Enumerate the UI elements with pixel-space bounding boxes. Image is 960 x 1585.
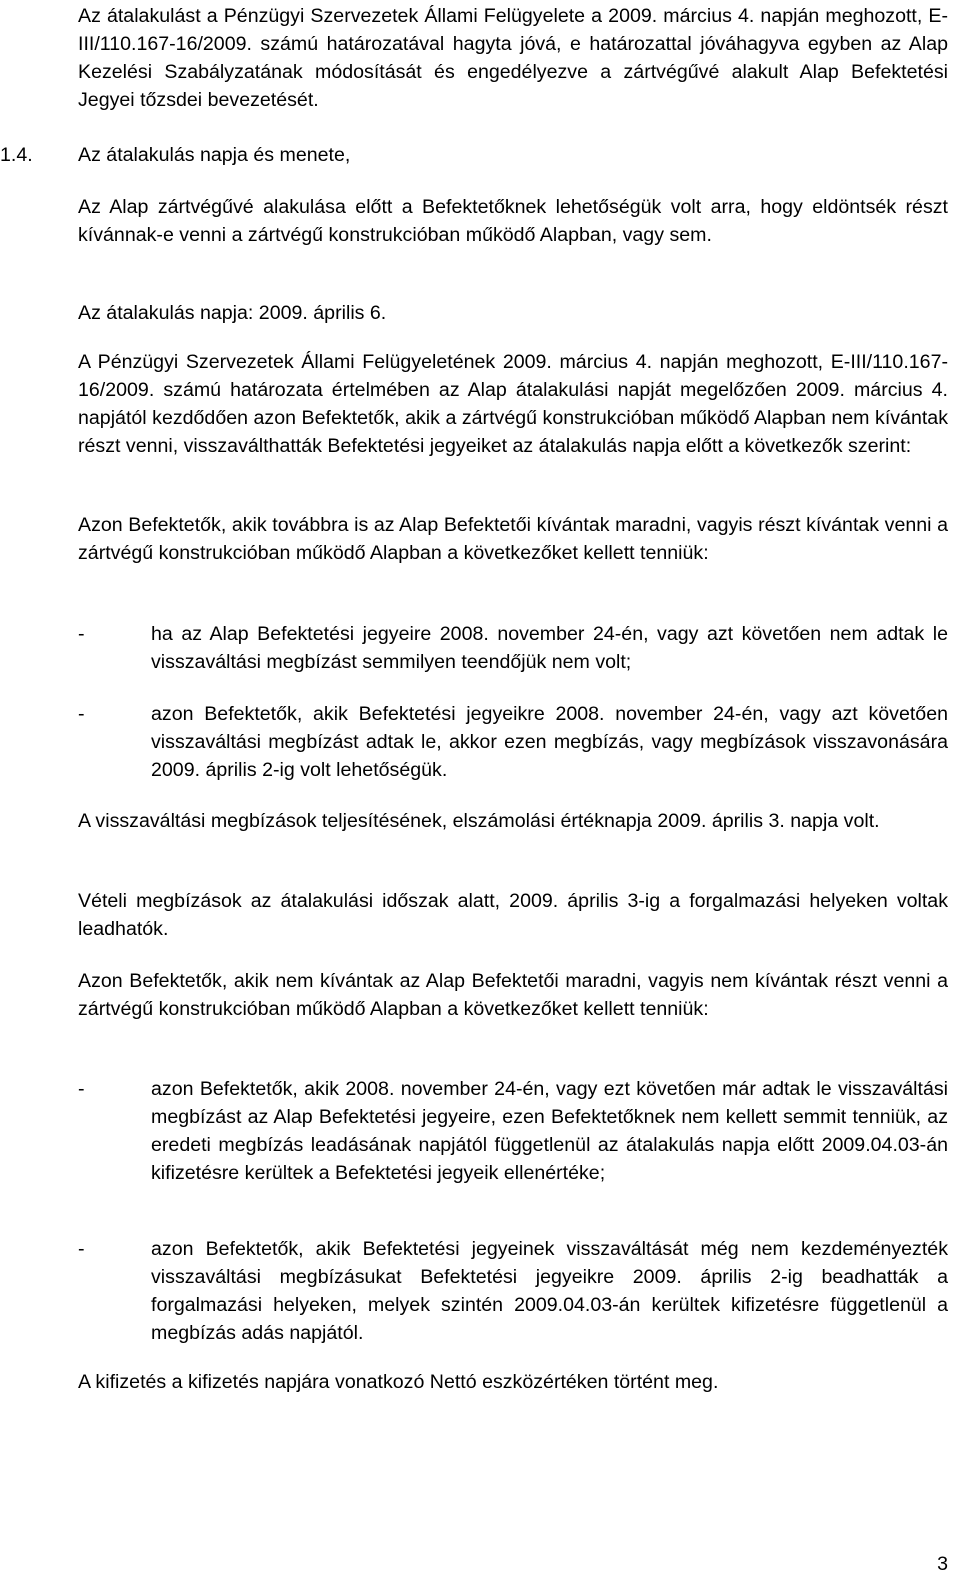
section-number: 1.4. bbox=[0, 144, 33, 166]
list-dash: - bbox=[78, 623, 85, 645]
paragraph-psza-decision: A Pénzügyi Szervezetek Állami Felügyeletének 2009. március 4. napján meghozott, E-III/110.167-16/2009. számú határozata értelmében az Alap átalakulási napját megelőzően 2009. március 4. napjától kezdődően azon Befektetők, akik a zártvégű konstrukcióban működő Alapban nem kívántak részt venni, visszaválthatták Befektetési jegyeiket az átalakulás napja előtt a következők szerint: bbox=[78, 351, 948, 457]
paragraph-transformation-date: Az átalakulás napja: 2009. április 6. bbox=[78, 302, 387, 324]
list-item-text: azon Befektetők, akik Befektetési jegyeikre 2008. november 24-én, vagy azt követően visszaváltási megbízást adtak le, akkor ezen megbízás, vagy megbízások visszavonására 2009. április 2-ig volt lehetőségük. bbox=[151, 703, 948, 781]
list-dash: - bbox=[78, 703, 85, 725]
intro-paragraph: Az átalakulást a Pénzügyi Szervezetek Állami Felügyelete a 2009. március 4. napján meghozott, E-III/110.167-16/2009. számú határozatával hagyta jóvá, e határozattal jóváhagyva egyben az Alap Kezelési Szabályzatának módosítását és engedélyezve a zártvégűvé alakult Alap Befektetési Jegyei tőzsdei bevezetését. bbox=[78, 5, 948, 111]
list-item-text: azon Befektetők, akik 2008. november 24-én, vagy ezt követően már adtak le visszaváltási megbízást az Alap Befektetési jegyeire, ezen Befektetőknek nem kellett semmit tenniük, az eredeti megbízás leadásának napjától függetlenül az átalakulás napja előtt 2009.04.03-án kifizetésre kerültek a Befektetési jegyeik ellenértéke; bbox=[151, 1078, 948, 1184]
list-dash: - bbox=[78, 1238, 85, 1260]
paragraph-net-asset-value: A kifizetés a kifizetés napjára vonatkozó Nettó eszközértéken történt meg. bbox=[78, 1371, 719, 1393]
list-item-text: ha az Alap Befektetési jegyeire 2008. november 24-én, vagy azt követően nem adtak le visszaváltási megbízást semmilyen teendőjük nem volt; bbox=[151, 623, 948, 673]
paragraph-investor-choice: Az Alap zártvégűvé alakulása előtt a Befektetőknek lehetőségük volt arra, hogy eldöntsék részt kívánnak-e venni a zártvégű konstrukcióban működő Alapban, vagy sem. bbox=[78, 196, 948, 246]
paragraph-settlement-date: A visszaváltási megbízások teljesítésének, elszámolási értéknapja 2009. április 3. napja volt. bbox=[78, 810, 880, 832]
paragraph-purchase-orders: Vételi megbízások az átalakulási időszak alatt, 2009. április 3-ig a forgalmazási helyeken voltak leadhatók. bbox=[78, 890, 948, 940]
section-title: Az átalakulás napja és menete, bbox=[78, 144, 351, 166]
list-item-text: azon Befektetők, akik Befektetési jegyeinek visszaváltását még nem kezdeményezték visszaváltási megbízásukat Befektetési jegyeikre 2009. április 2-ig beadhatták a forgalmazási helyeken, melyek szintén 2009.04.03-án kerültek kifizetésre függetlenül a megbízás adás napjától. bbox=[151, 1238, 948, 1344]
list-dash: - bbox=[78, 1078, 85, 1100]
paragraph-remaining-investors: Azon Befektetők, akik továbbra is az Alap Befektetői kívántak maradni, vagyis részt kívántak venni a zártvégű konstrukcióban működő Alapban a következőket kellett tenniük: bbox=[78, 514, 948, 564]
page-number: 3 bbox=[937, 1553, 948, 1575]
paragraph-leaving-investors: Azon Befektetők, akik nem kívántak az Alap Befektetői maradni, vagyis nem kívántak részt venni a zártvégű konstrukcióban működő Alapban a következőket kellett tenniük: bbox=[78, 970, 948, 1020]
